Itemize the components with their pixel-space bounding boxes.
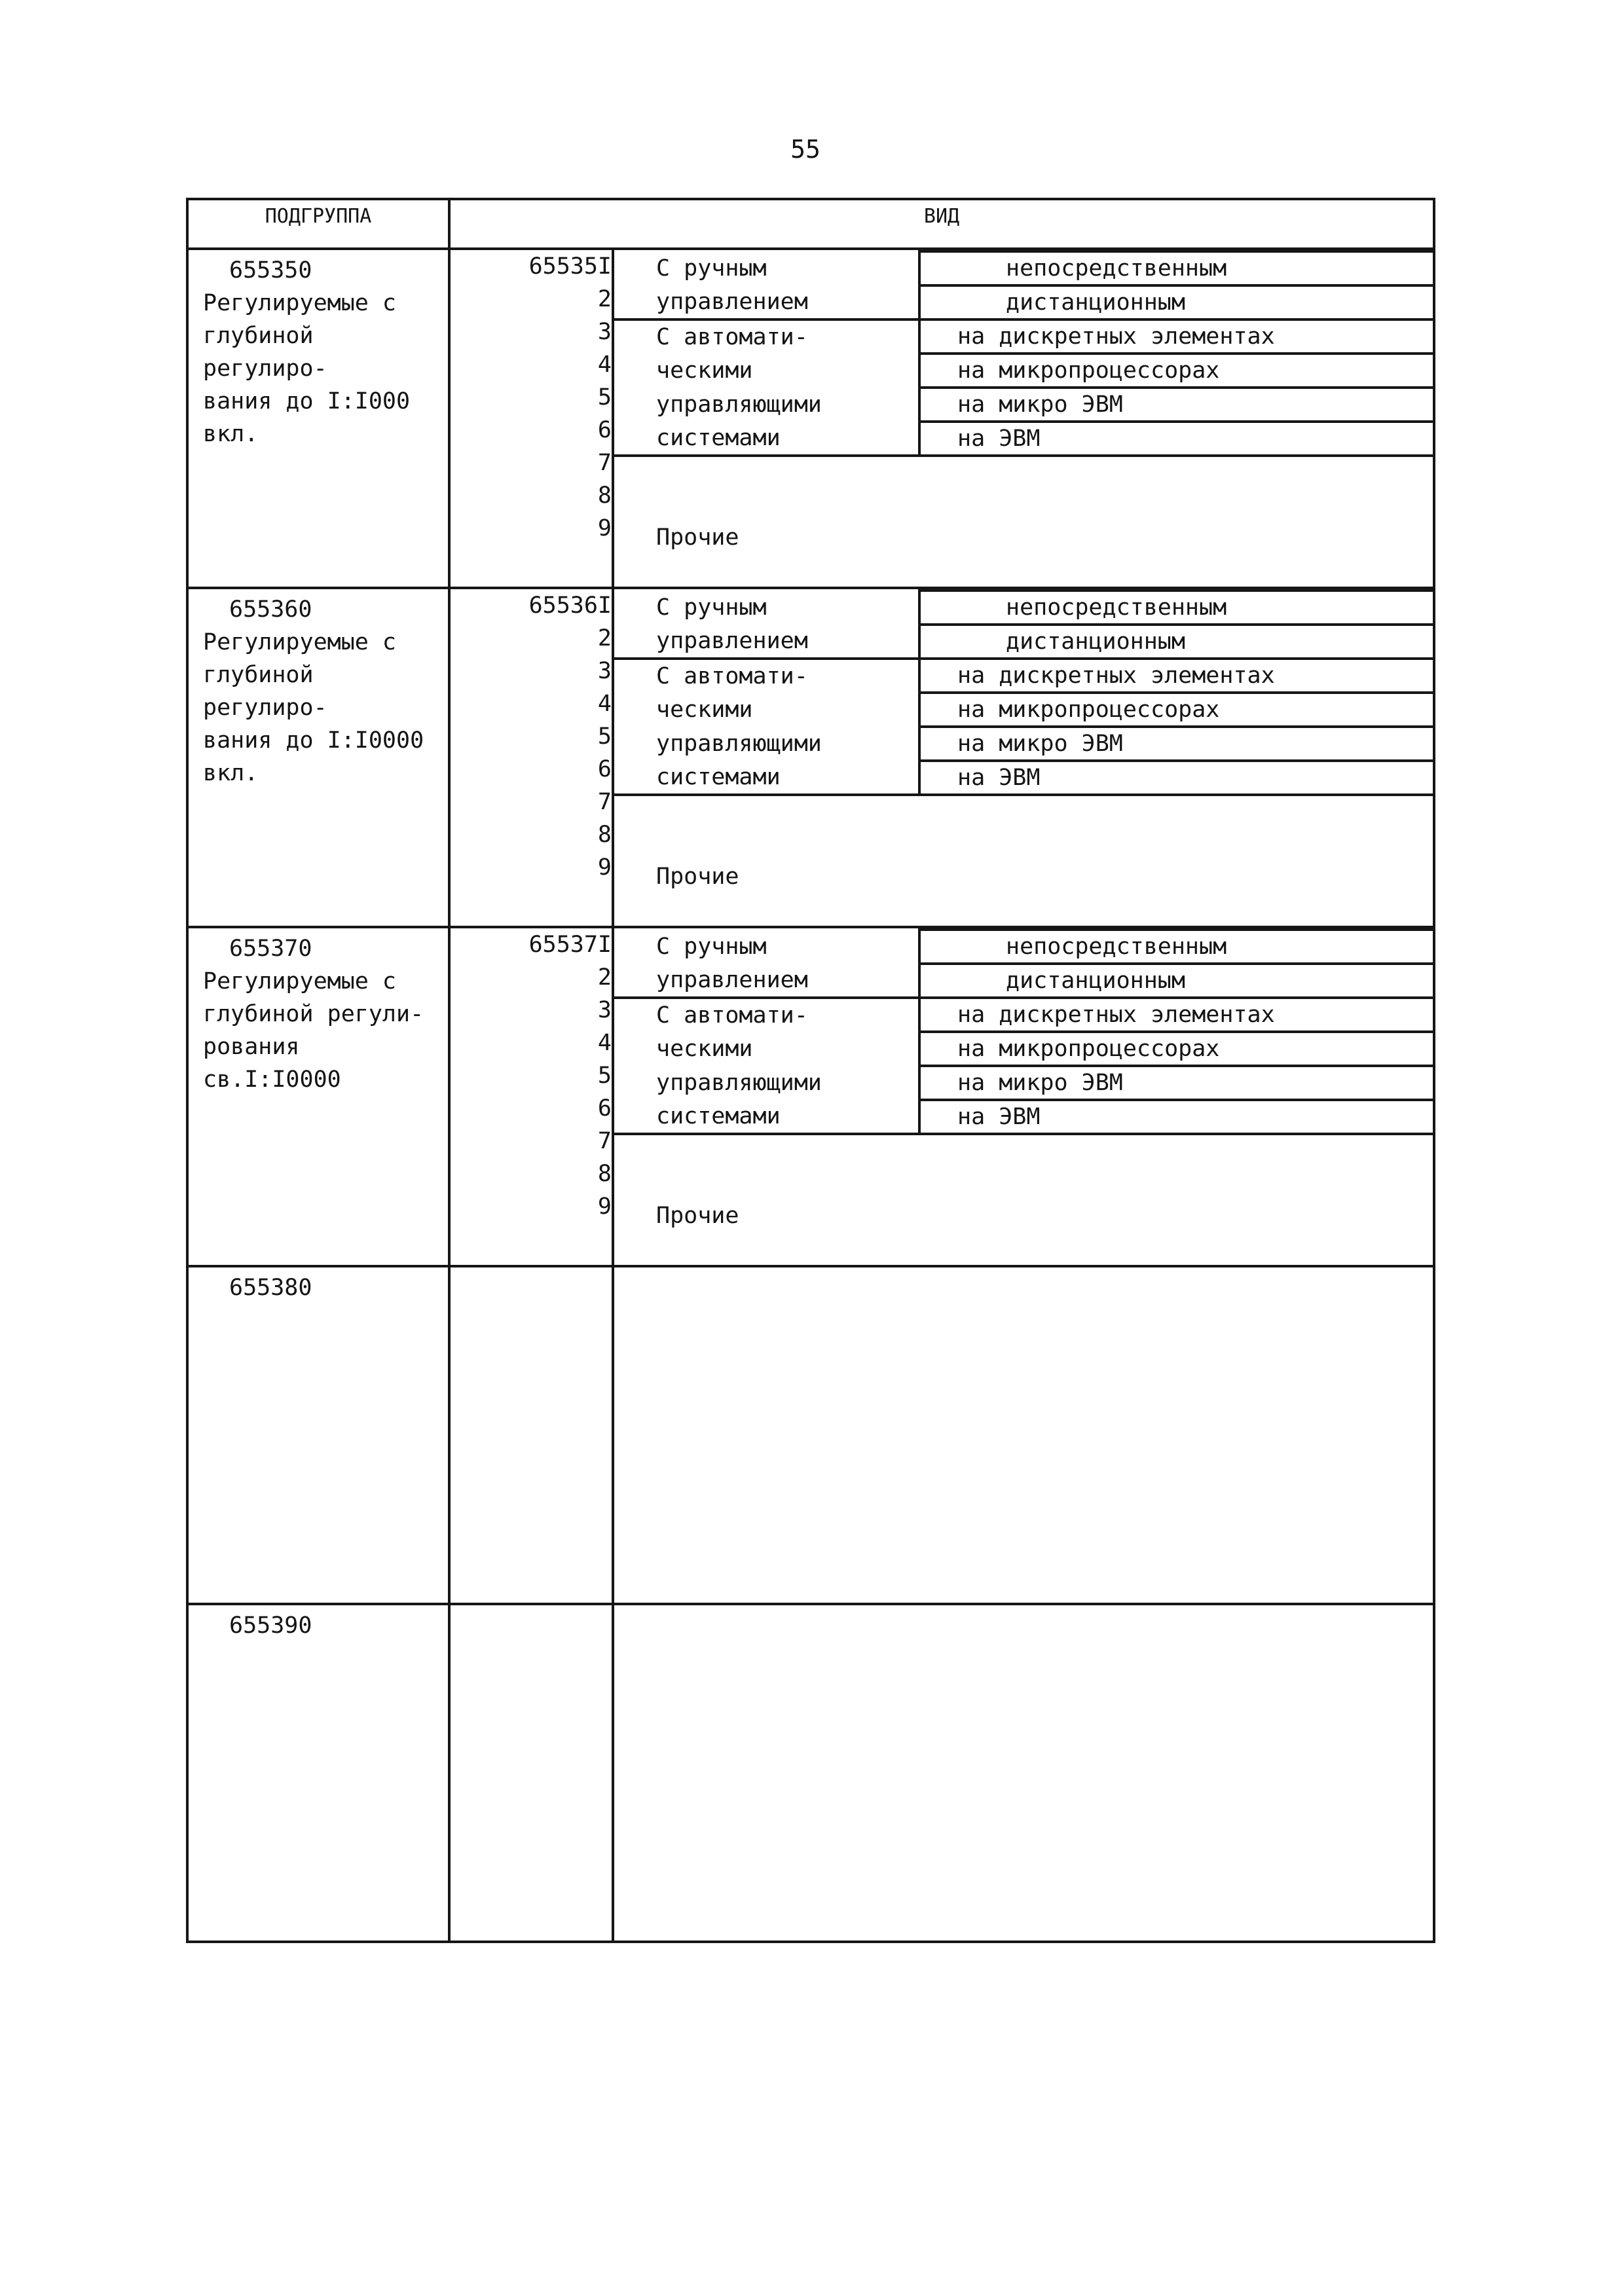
kind-label: на ЭВМ bbox=[919, 422, 1434, 456]
control-label: ческими bbox=[614, 354, 919, 388]
code-item: 9 bbox=[597, 1194, 612, 1220]
control-label: С автомати- bbox=[614, 319, 919, 354]
control-label: управляющими bbox=[614, 388, 919, 422]
code-item: 5 bbox=[597, 384, 612, 410]
subgroup-description: Регулируемые с глубиной регулиро- вания до I:I000 вкл. bbox=[203, 290, 411, 447]
control-label: ческими bbox=[614, 1032, 919, 1066]
subgroup-cell bbox=[187, 1266, 449, 1604]
control-label: системами bbox=[614, 422, 919, 456]
code-item: 7 bbox=[597, 789, 612, 815]
code-item: 7 bbox=[597, 450, 612, 476]
other-label: Прочие bbox=[656, 864, 739, 890]
kind-label: на микропроцессорах bbox=[919, 693, 1434, 727]
control-label: управляющими bbox=[614, 1066, 919, 1100]
subgroup-cell bbox=[187, 927, 449, 1266]
classifier-table bbox=[186, 198, 1435, 1943]
view-subtable bbox=[614, 928, 1435, 1135]
code-item: 9 bbox=[597, 515, 612, 541]
code-item: 8 bbox=[597, 1161, 612, 1187]
view-subtable bbox=[614, 250, 1435, 457]
control-label: С ручным bbox=[614, 930, 919, 964]
control-label: С ручным bbox=[614, 591, 919, 625]
code-list bbox=[449, 1604, 613, 1942]
view-subtable bbox=[614, 589, 1435, 796]
page-number: 55 bbox=[790, 135, 821, 164]
code-item: 2 bbox=[597, 964, 612, 991]
code-item: 3 bbox=[597, 319, 612, 345]
code-item: 2 bbox=[597, 625, 612, 651]
control-label: управлением bbox=[614, 285, 919, 319]
code-item: 6 bbox=[597, 756, 612, 782]
subgroup-cell bbox=[187, 249, 449, 588]
group-row bbox=[187, 927, 1434, 1266]
control-label: системами bbox=[614, 761, 919, 795]
view-cell bbox=[613, 249, 1434, 588]
other-block bbox=[614, 457, 1433, 587]
other-block bbox=[614, 1135, 1433, 1265]
kind-label: дистанционным bbox=[919, 285, 1434, 319]
code-item: 6 bbox=[597, 417, 612, 443]
subgroup-code: 655390 bbox=[229, 1613, 312, 1639]
control-label: управлением bbox=[614, 625, 919, 659]
view-cell bbox=[613, 1604, 1434, 1942]
control-label: ческими bbox=[614, 693, 919, 727]
subgroup-code: 655370 bbox=[229, 936, 312, 962]
subgroup-cell bbox=[187, 1604, 449, 1942]
subgroup-code: 655350 bbox=[229, 257, 312, 283]
other-label: Прочие bbox=[656, 1203, 739, 1229]
kind-label: непосредственным bbox=[919, 930, 1434, 964]
kind-label: на дискретных элементах bbox=[919, 659, 1434, 693]
empty-group-row bbox=[187, 1604, 1434, 1942]
code-item: 65536I bbox=[528, 592, 612, 619]
code-item: 3 bbox=[597, 658, 612, 684]
kind-label: дистанционным bbox=[919, 964, 1434, 998]
kind-label: на микро ЭВМ bbox=[919, 727, 1434, 761]
kind-label: на микро ЭВМ bbox=[919, 1066, 1434, 1100]
code-list bbox=[449, 1266, 613, 1604]
group-row bbox=[187, 588, 1434, 927]
code-item: 8 bbox=[597, 483, 612, 509]
code-item: 9 bbox=[597, 854, 612, 881]
code-item: 6 bbox=[597, 1095, 612, 1121]
code-item: 65537I bbox=[528, 932, 612, 958]
control-label: С ручным bbox=[614, 251, 919, 285]
code-list bbox=[449, 249, 613, 588]
view-cell bbox=[613, 1266, 1434, 1604]
group-row bbox=[187, 249, 1434, 588]
subgroup-cell bbox=[187, 588, 449, 927]
control-label: управлением bbox=[614, 964, 919, 998]
code-item: 3 bbox=[597, 997, 612, 1023]
other-label: Прочие bbox=[656, 524, 739, 551]
code-item: 5 bbox=[597, 723, 612, 750]
other-block bbox=[614, 796, 1433, 926]
subgroup-code: 655360 bbox=[229, 596, 312, 623]
kind-label: на микро ЭВМ bbox=[919, 388, 1434, 422]
subgroup-description: Регулируемые с глубиной регулиро- вания до I:I0000 вкл. bbox=[203, 629, 424, 786]
empty-group-row bbox=[187, 1266, 1434, 1604]
control-label: системами bbox=[614, 1100, 919, 1134]
header-row bbox=[187, 199, 1434, 249]
kind-label: непосредственным bbox=[919, 251, 1434, 285]
kind-label: непосредственным bbox=[919, 591, 1434, 625]
kind-label: на микропроцессорах bbox=[919, 354, 1434, 388]
code-item: 4 bbox=[597, 691, 612, 717]
kind-label: на ЭВМ bbox=[919, 1100, 1434, 1134]
code-item: 4 bbox=[597, 352, 612, 378]
code-item: 5 bbox=[597, 1063, 612, 1089]
kind-label: на дискретных элементах bbox=[919, 998, 1434, 1032]
code-list bbox=[449, 588, 613, 927]
subgroup-code: 655380 bbox=[229, 1275, 312, 1301]
control-label: управляющими bbox=[614, 727, 919, 761]
code-item: 4 bbox=[597, 1030, 612, 1056]
subgroup-description: Регулируемые с глубиной регули- рования св.I:I0000 bbox=[203, 968, 424, 1093]
kind-label: дистанционным bbox=[919, 625, 1434, 659]
code-item: 8 bbox=[597, 822, 612, 848]
code-list bbox=[449, 927, 613, 1266]
code-item: 2 bbox=[597, 286, 612, 312]
header-view: ВИД bbox=[449, 199, 1434, 249]
control-label: С автомати- bbox=[614, 998, 919, 1032]
kind-label: на дискретных элементах bbox=[919, 319, 1434, 354]
view-cell bbox=[613, 588, 1434, 927]
code-item: 65535I bbox=[528, 253, 612, 280]
control-label: С автомати- bbox=[614, 659, 919, 693]
view-cell bbox=[613, 927, 1434, 1266]
kind-label: на микропроцессорах bbox=[919, 1032, 1434, 1066]
kind-label: на ЭВМ bbox=[919, 761, 1434, 795]
header-subgroup: ПОДГРУППА bbox=[187, 199, 449, 249]
code-item: 7 bbox=[597, 1128, 612, 1154]
